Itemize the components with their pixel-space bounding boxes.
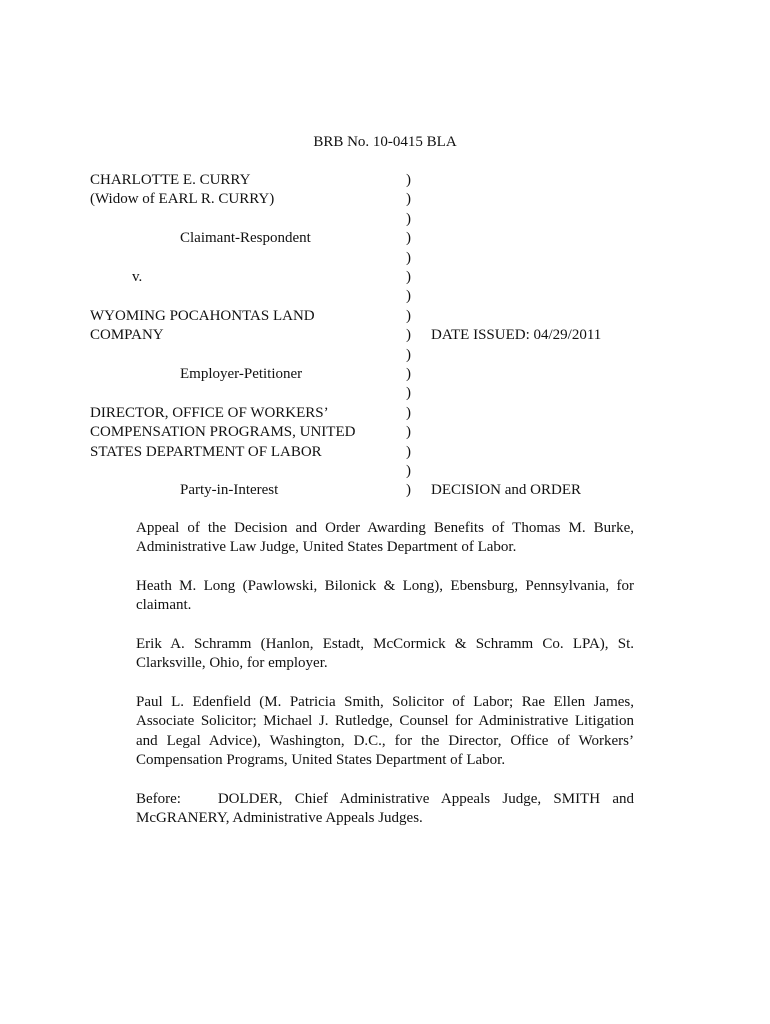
caption-paren: ): [406, 463, 411, 479]
caption-paren: ): [406, 443, 411, 460]
caption-employer-name-line1: WYOMING POCAHONTAS LAND: [90, 307, 315, 324]
caption-claimant-role: Claimant-Respondent: [180, 230, 311, 247]
caption-claimant-widow: (Widow of EARL R. CURRY): [90, 191, 275, 208]
caption-paren: ): [406, 404, 411, 421]
caption-paren: ): [406, 288, 411, 305]
employer-counsel-paragraph: Erik A. Schramm (Hanlon, Estadt, McCormick & Schramm Co. LPA), St. Clarksville, Ohio, for employer.: [136, 636, 634, 672]
panel-paragraph: Before: DOLDER, Chief Administrative Appeals Judge, SMITH and McGRANERY, Administrative Appeals Judges.: [136, 790, 638, 827]
caption-versus: v.: [132, 269, 143, 285]
docket-number: BRB No. 10-0415 BLA: [313, 134, 457, 150]
caption-director-line1: DIRECTOR, OFFICE OF WORKERS’: [90, 404, 329, 421]
caption-paren: ): [406, 210, 411, 227]
caption-claimant-name: CHARLOTTE E. CURRY: [90, 172, 251, 188]
caption-party-role: Party-in-Interest: [180, 482, 279, 499]
director-counsel-paragraph: Paul L. Edenfield (M. Patricia Smith, Solicitor of Labor; Rae Ellen James, Associate Solicitor; Michael J. Rutledge, Counsel for Administrative Litigation and Legal Advice), Washington, D.C., for the Director, Office of Workers’ Compensation Programs, United States Department of Labor.: [136, 694, 634, 769]
caption-director-line3: STATES DEPARTMENT OF LABOR: [90, 443, 322, 460]
caption-paren: ): [406, 307, 411, 324]
caption-employer-role: Employer-Petitioner: [180, 366, 303, 382]
caption-paren: ): [406, 172, 411, 188]
caption-paren: ): [406, 424, 411, 441]
claimant-counsel-paragraph: Heath M. Long (Pawlowski, Bilonick & Long), Ebensburg, Pennsylvania, for claimant.: [136, 578, 634, 614]
caption-paren: ): [406, 230, 411, 247]
caption-employer-name-line2: COMPANY: [90, 327, 164, 344]
decision-title: DECISION and ORDER: [431, 482, 581, 499]
caption-paren: ): [406, 269, 411, 285]
caption-paren: ): [406, 366, 411, 382]
caption-paren: ): [406, 482, 411, 499]
caption-paren: ): [406, 327, 411, 344]
caption-paren: ): [406, 191, 411, 208]
caption-director-line2: COMPENSATION PROGRAMS, UNITED: [90, 424, 356, 441]
case-caption: [0, 171, 770, 501]
date-issued: DATE ISSUED: 04/29/2011: [431, 327, 602, 344]
document-body: [136, 519, 638, 848]
caption-paren: ): [406, 385, 411, 402]
appeal-paragraph: Appeal of the Decision and Order Awarding Benefits of Thomas M. Burke, Administrative Law Judge, United States Department of Labor.: [136, 520, 634, 556]
caption-paren: ): [406, 346, 411, 363]
caption-paren: ): [406, 249, 411, 266]
